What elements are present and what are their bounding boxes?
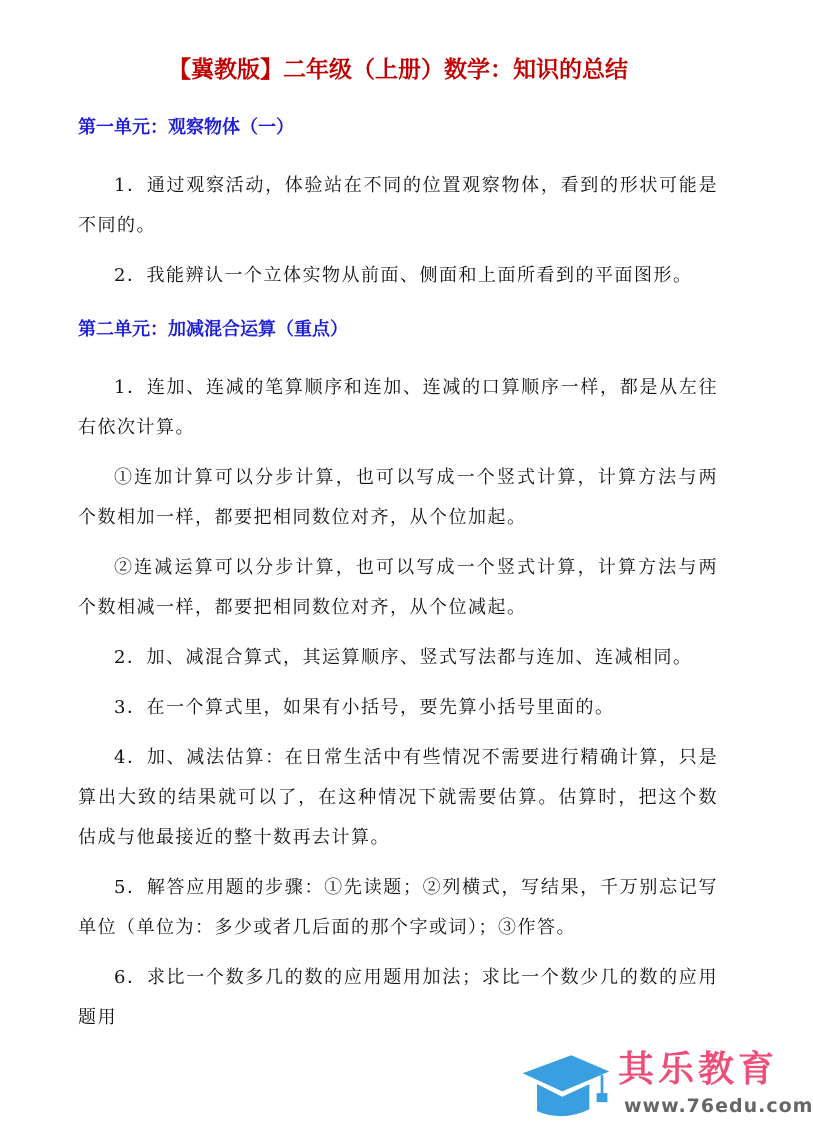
paragraph: ②连减运算可以分步计算，也可以写成一个竖式计算，计算方法与两个数相减一样，都要把相同数位对齐，从个位减起。	[78, 557, 718, 618]
logo-name: 其乐教育	[618, 1049, 779, 1090]
logo	[510, 1048, 813, 1122]
logo-url: www.76edu.com	[624, 1095, 813, 1117]
document-page	[78, 50, 718, 1048]
paragraph: 2．我能辨认一个立体实物从前面、侧面和上面所看到的平面图形。	[114, 265, 693, 286]
paragraph: 1．连加、连减的笔算顺序和连加、连减的口算顺序一样，都是从左往右依次计算。	[78, 377, 718, 438]
paragraph: 4．加、减法估算：在日常生活中有些情况不需要进行精确计算，只是算出大致的结果就可以了，在这种情况下就需要估算。估算时，把这个数估成与他最接近的整十数再去计算。	[78, 747, 718, 848]
section-heading-1: 第一单元：观察物体（一）	[78, 117, 294, 138]
graduation-cap-icon	[510, 1048, 620, 1122]
paragraph: 1．通过观察活动，体验站在不同的位置观察物体，看到的形状可能是不同的。	[78, 175, 718, 236]
section-heading-2: 第二单元：加减混合运算（重点）	[78, 319, 348, 340]
page-title: 【冀教版】二年级（上册）数学：知识的总结	[168, 57, 628, 83]
paragraph: ①连加计算可以分步计算，也可以写成一个竖式计算，计算方法与两个数相加一样，都要把相同数位对齐，从个位加起。	[78, 467, 718, 528]
paragraph: 5．解答应用题的步骤：①先读题；②列横式，写结果，千万别忘记写单位（单位为：多少或者几后面的那个字或词）；③作答。	[78, 877, 718, 938]
paragraph: 6．求比一个数多几的数的应用题用加法；求比一个数少几的数的应用题用	[78, 967, 718, 1028]
paragraph: 2．加、减混合算式，其运算顺序、竖式写法都与连加、连减相同。	[114, 647, 693, 668]
paragraph: 3．在一个算式里，如果有小括号，要先算小括号里面的。	[114, 697, 615, 718]
